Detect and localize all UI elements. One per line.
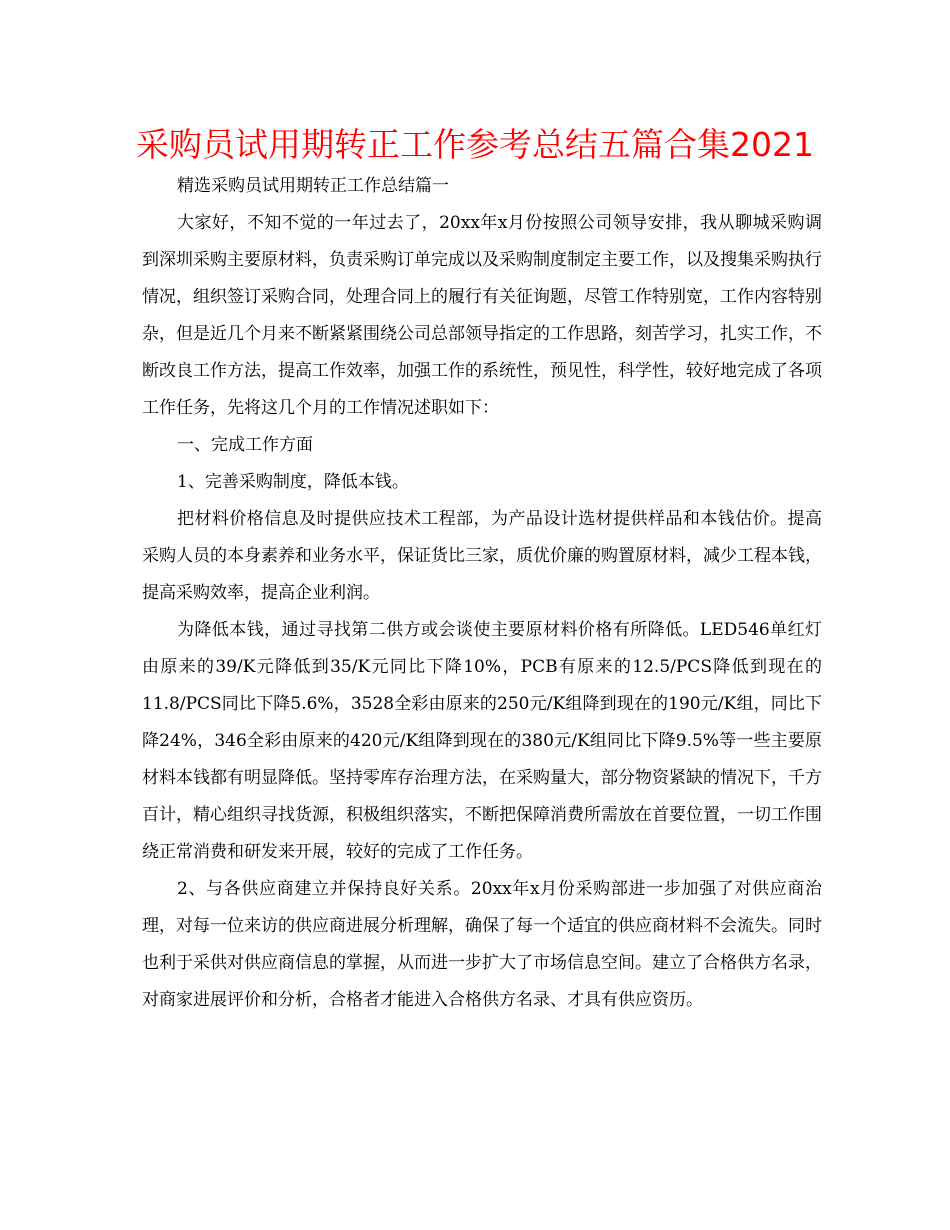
body-paragraph: 把材料价格信息及时提供应技术工程部，为产品设计选材提供样品和本钱估价。提高采购人员的本身素养和业务水平，保证货比三家，质优价廉的购置原材料，减少工程本钱，提高采购效率，提高企业利润。	[142, 509, 822, 603]
document-body	[142, 168, 822, 1019]
subsection-heading: 1、完善采购制度，降低本钱。	[177, 472, 409, 492]
section-heading: 精选采购员试用期转正工作总结篇一	[177, 176, 449, 196]
body-paragraph: 为降低本钱，通过寻找第二供方或会谈使主要原材料价格有所降低。LED546单红灯由原来的39/K元降低到35/K元同比下降10%，PCB有原来的12.5/PCS降低到现在的11.8/PCS同比下降5.6%，3528全彩由原来的250元/K组降到现在的190元/K组，同比下降24%，346全彩由原来的420元/K组降到现在的380元/K组同比下降9.5%等一些主要原材料本钱都有明显降低。坚持零库存治理方法，在采购量大，部分物资紧缺的情况下，千方百计，精心组织寻找货源，积极组织落实，不断把保障消费所需放在首要位置，一切工作围绕正常消费和研发来开展，较好的完成了工作任务。	[142, 620, 822, 862]
body-paragraph: 大家好，不知不觉的一年过去了，20xx年x月份按照公司领导安排，我从聊城采购调到深圳采购主要原材料，负责采购订单完成以及采购制度制定主要工作，以及搜集采购执行情况，组织签订采购合同，处理合同上的履行有关征询题，尽管工作特别宽，工作内容特别杂，但是近几个月来不断紧紧围绕公司总部领导指定的工作思路，刻苦学习，扎实工作，不断改良工作方法，提高工作效率，加强工作的系统性，预见性，科学性，较好地完成了各项工作任务，先将这几个月的工作情况述职如下：	[142, 213, 822, 418]
body-paragraph: 2、与各供应商建立并保持良好关系。20xx年x月份采购部进一步加强了对供应商治理，对每一位来访的供应商进展分析理解，确保了每一个适宜的供应商材料不会流失。同时也利于采供对供应商信息的掌握，从而进一步扩大了市场信息空间。建立了合格供方名录，对商家进展评价和分析，合格者才能进入合格供方名录、才具有供应资历。	[142, 879, 822, 1010]
document-title: 采购员试用期转正工作参考总结五篇合集2021	[136, 125, 814, 164]
section-heading: 一、完成工作方面	[177, 435, 313, 455]
